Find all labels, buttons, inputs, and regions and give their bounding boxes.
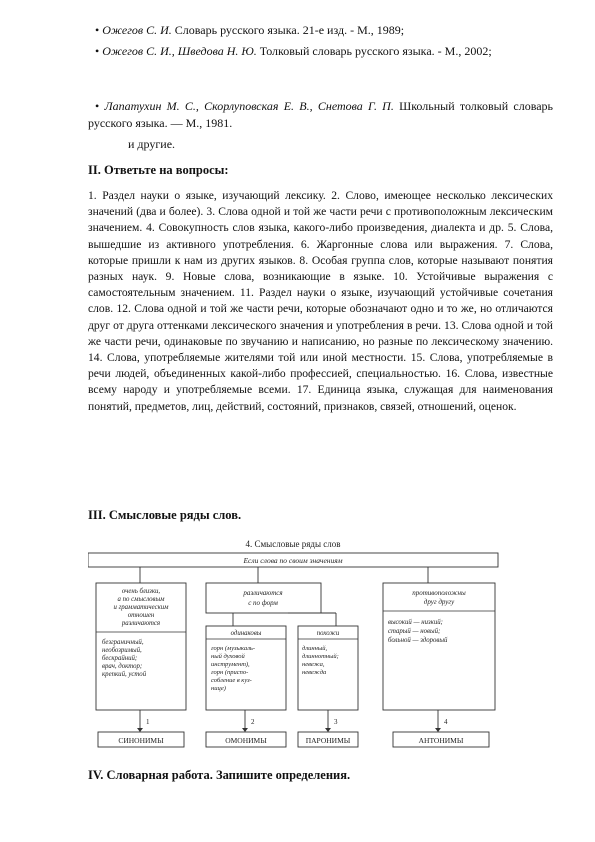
sub1-example: собление в куз- (211, 677, 252, 684)
sub2-example: длинный, (302, 645, 328, 652)
number-1: 1 (146, 718, 150, 726)
col4-head-line: противоположны (412, 589, 466, 597)
reference-1: • Ожегов С. И. Словарь русского языка. 21-е изд. - М., 1989; (95, 23, 405, 37)
sub2-example: невежа, (302, 661, 325, 668)
reference-1-author: Ожегов С. И. (102, 23, 172, 37)
col4-example: больной — здоровый (388, 637, 448, 644)
diagram-top-box: Если слова по своим значениям (243, 556, 343, 565)
col1-example: крепкий, устой (102, 671, 147, 678)
middle-head-line: с по форм (248, 599, 278, 607)
number-3: 3 (334, 718, 338, 726)
result-paronyms: ПАРОНИМЫ (305, 736, 351, 745)
sub2-example: невежда (302, 669, 327, 676)
section-2-text: 1. Раздел науки о языке, изучающий лексику. 2. Слово, имеющее несколько лексических значений (два и более). 3. Слова одной и той же части речи с противоположным лексическим значением. 4. Совокупность слов языка, какого-либо произведения, диалекта и др. 5. Слова, вышедшие из активного употребления. 6. Жаргонные слова или выражения. 7. Слова, которые пришли к нам из других языков. 8. Особая группа слов, которые называют понятия разных наук. 9. Новые слова, возникающие в языке. 10. Устойчивые выражения с самостоятельным значением. 11. Раздел науки о языке, изучающий устойчивые сочетания слов. 12. Слова одной и той же части речи, которые обозначают одно и то же, но отличаются друг от друга оттенками лексического значения и употребления в речи. 13. Слова одной и той же части речи, одинаковые по звучанию и написанию, но разные по лексическому значению. 14. Слова, употребляемые жителями той или иной местности. 15. Слова, употребляемые в речи людей, объединенных какой-либо профессией, специальностью. 16. Слова, известные всему народу и употребляемые всеми. 17. Единица языка, служащая для наименования понятий, предметов, лиц, действий, состояний, признаков, связей, отношений, оценок. (88, 189, 553, 413)
sub2-head: похожи (316, 630, 340, 637)
sub1-example: горн (музыкаль- (211, 645, 256, 652)
section-3-heading: III. Смысловые ряды слов. (88, 508, 242, 522)
middle-head-line: различаются (243, 589, 283, 597)
section-4-heading: IV. Словарная работа. Запишите определения. (88, 768, 351, 782)
col4-head-line: друг другу (423, 598, 455, 606)
reference-3-rest: Школьный толковый словарь русского языка. — М., 1981. (88, 99, 554, 130)
col1-head-line: различаются (121, 620, 161, 627)
result-antonyms: АНТОНИМЫ (418, 736, 464, 745)
col4-example: высокий — низкий; (388, 619, 443, 626)
reference-1-rest: Словарь русского языка. 21-е изд. - М., 1989; (171, 23, 405, 37)
sub1-example: ный духовой (211, 653, 245, 660)
col1-head-line: и грамматическим (113, 604, 169, 611)
col1-head-line: а по смысловым (117, 596, 165, 603)
reference-2-rest: Толковый словарь русского языка. - М., 2002; (256, 44, 492, 58)
semantic-rows-diagram (88, 536, 508, 751)
sub2-example: длиннотный; (302, 653, 339, 660)
result-homonyms: ОМОНИМЫ (225, 736, 267, 745)
reference-2: • Ожегов С. И., Шведова Н. Ю. Толковый словарь русского языка. - М., 2002; (95, 44, 492, 58)
reference-3: • Лапатухин М. С., Скорлуповская Е. В., Снетова Г. П. Школьный толковый словарь русского языка. — М., 1981. (88, 99, 554, 130)
others-note: и другие. (128, 137, 176, 151)
diagram-title: 4. Смысловые ряды слов (245, 539, 341, 549)
section-2-heading: II. Ответьте на вопросы: (88, 163, 229, 177)
sub1-example: инструмент), (211, 661, 250, 668)
sub1-head: одинаковы (230, 630, 262, 637)
reference-2-author: Ожегов С. И., Шведова Н. Ю. (102, 44, 257, 58)
reference-3-author: Лапатухин М. С., Скорлуповская Е. В., Снетова Г. П. (104, 99, 394, 113)
col1-example: необозримый, (102, 647, 142, 654)
col1-example: безграничный, (102, 639, 144, 646)
result-synonyms: СИНОНИМЫ (118, 736, 164, 745)
col1-example: бескрайний; (102, 655, 138, 662)
col1-head-line: очень близки, (121, 588, 161, 595)
col1-example: врач, доктор; (102, 663, 143, 670)
number-4: 4 (444, 718, 448, 726)
sub1-example: горн (приспо- (211, 669, 249, 676)
sub1-example: нице) (211, 685, 226, 692)
col1-head-line: отношен (127, 612, 155, 619)
number-2: 2 (251, 718, 255, 726)
col4-example: старый — новый; (388, 628, 441, 635)
